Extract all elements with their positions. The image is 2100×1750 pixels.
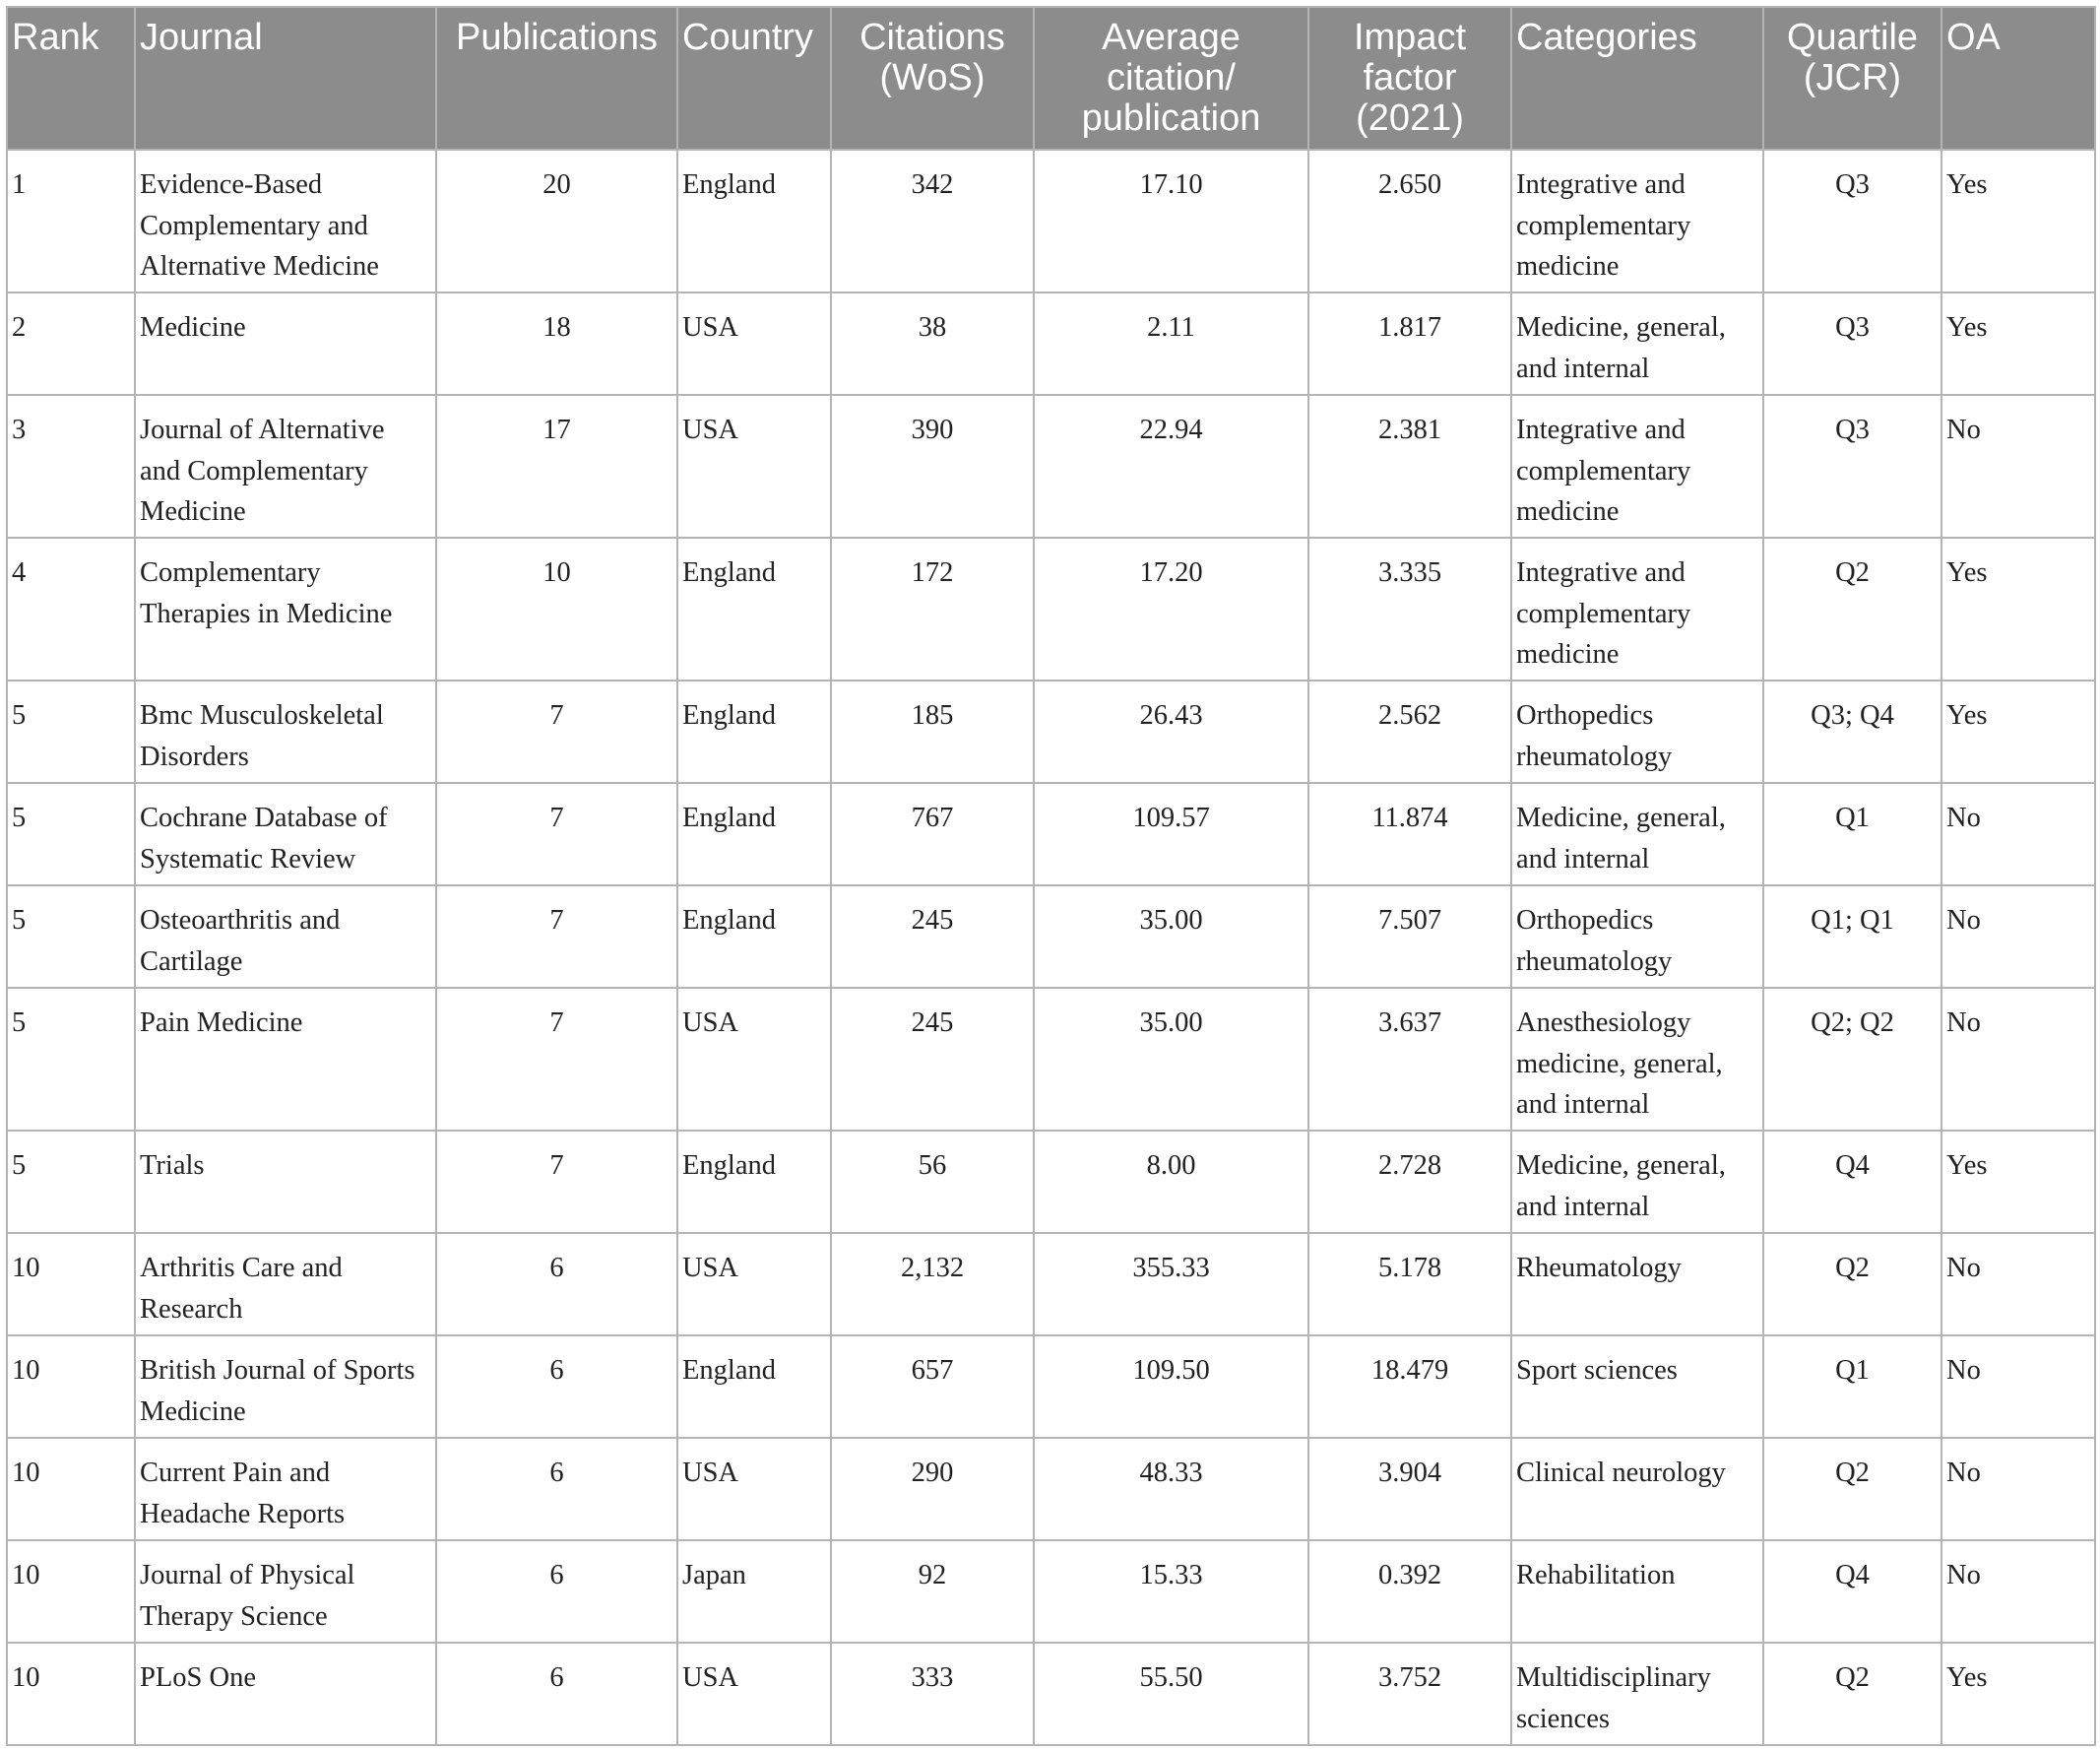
cell-citations: 172 bbox=[831, 538, 1034, 681]
header-average-citation: Average citation/ publication bbox=[1034, 7, 1308, 150]
cell-average-citation: 35.00 bbox=[1034, 988, 1308, 1131]
cell-rank: 10 bbox=[7, 1233, 135, 1335]
cell-quartile: Q3; Q4 bbox=[1763, 681, 1941, 783]
cell-categories: Rheumatology bbox=[1511, 1233, 1763, 1335]
cell-impact-factor: 3.637 bbox=[1308, 988, 1511, 1131]
cell-rank: 5 bbox=[7, 988, 135, 1131]
cell-journal: Arthritis Care and Research bbox=[135, 1233, 436, 1335]
cell-country: USA bbox=[677, 395, 831, 538]
cell-oa: No bbox=[1941, 1540, 2095, 1643]
cell-publications: 7 bbox=[436, 885, 677, 988]
cell-journal: British Journal of Sports Medicine bbox=[135, 1335, 436, 1438]
cell-average-citation: 355.33 bbox=[1034, 1233, 1308, 1335]
cell-citations: 245 bbox=[831, 988, 1034, 1131]
cell-country: England bbox=[677, 538, 831, 681]
cell-oa: Yes bbox=[1941, 1643, 2095, 1745]
cell-publications: 6 bbox=[436, 1233, 677, 1335]
cell-country: Japan bbox=[677, 1540, 831, 1643]
cell-rank: 10 bbox=[7, 1643, 135, 1745]
cell-rank: 1 bbox=[7, 150, 135, 292]
cell-average-citation: 55.50 bbox=[1034, 1643, 1308, 1745]
cell-country: England bbox=[677, 885, 831, 988]
cell-impact-factor: 3.335 bbox=[1308, 538, 1511, 681]
cell-publications: 6 bbox=[436, 1438, 677, 1540]
cell-publications: 6 bbox=[436, 1540, 677, 1643]
cell-categories: Sport sciences bbox=[1511, 1335, 1763, 1438]
cell-publications: 7 bbox=[436, 681, 677, 783]
cell-publications: 7 bbox=[436, 1131, 677, 1233]
header-publications: Publications bbox=[436, 7, 677, 150]
cell-categories: Medicine, general, and internal bbox=[1511, 1131, 1763, 1233]
cell-categories: Medicine, general, and internal bbox=[1511, 783, 1763, 885]
header-rank: Rank bbox=[7, 7, 135, 150]
cell-country: USA bbox=[677, 1438, 831, 1540]
cell-quartile: Q3 bbox=[1763, 395, 1941, 538]
cell-impact-factor: 2.562 bbox=[1308, 681, 1511, 783]
cell-quartile: Q2 bbox=[1763, 1643, 1941, 1745]
cell-oa: Yes bbox=[1941, 292, 2095, 395]
cell-oa: No bbox=[1941, 885, 2095, 988]
cell-publications: 18 bbox=[436, 292, 677, 395]
cell-citations: 767 bbox=[831, 783, 1034, 885]
cell-publications: 20 bbox=[436, 150, 677, 292]
cell-rank: 3 bbox=[7, 395, 135, 538]
cell-journal: Journal of Physical Therapy Science bbox=[135, 1540, 436, 1643]
cell-oa: No bbox=[1941, 1233, 2095, 1335]
header-journal: Journal bbox=[135, 7, 436, 150]
cell-impact-factor: 2.381 bbox=[1308, 395, 1511, 538]
header-country: Country bbox=[677, 7, 831, 150]
cell-average-citation: 109.57 bbox=[1034, 783, 1308, 885]
table-row bbox=[7, 988, 2095, 1131]
table-row bbox=[7, 1335, 2095, 1438]
header-categories: Categories bbox=[1511, 7, 1763, 150]
cell-impact-factor: 2.728 bbox=[1308, 1131, 1511, 1233]
cell-rank: 5 bbox=[7, 681, 135, 783]
cell-country: England bbox=[677, 681, 831, 783]
cell-journal: PLoS One bbox=[135, 1643, 436, 1745]
cell-average-citation: 26.43 bbox=[1034, 681, 1308, 783]
header-oa: OA bbox=[1941, 7, 2095, 150]
cell-rank: 5 bbox=[7, 783, 135, 885]
cell-quartile: Q4 bbox=[1763, 1131, 1941, 1233]
cell-journal: Complementary Therapies in Medicine bbox=[135, 538, 436, 681]
cell-oa: No bbox=[1941, 988, 2095, 1131]
header-row bbox=[7, 7, 2095, 150]
cell-quartile: Q1 bbox=[1763, 783, 1941, 885]
table-row bbox=[7, 1131, 2095, 1233]
cell-oa: Yes bbox=[1941, 681, 2095, 783]
table-row bbox=[7, 395, 2095, 538]
cell-publications: 17 bbox=[436, 395, 677, 538]
cell-journal: Current Pain and Headache Reports bbox=[135, 1438, 436, 1540]
cell-rank: 2 bbox=[7, 292, 135, 395]
cell-impact-factor: 2.650 bbox=[1308, 150, 1511, 292]
cell-publications: 6 bbox=[436, 1643, 677, 1745]
table-row bbox=[7, 538, 2095, 681]
cell-citations: 390 bbox=[831, 395, 1034, 538]
cell-impact-factor: 7.507 bbox=[1308, 885, 1511, 988]
cell-quartile: Q1 bbox=[1763, 1335, 1941, 1438]
cell-country: England bbox=[677, 1131, 831, 1233]
cell-publications: 7 bbox=[436, 783, 677, 885]
cell-average-citation: 17.20 bbox=[1034, 538, 1308, 681]
cell-journal: Cochrane Database of Systematic Review bbox=[135, 783, 436, 885]
cell-citations: 56 bbox=[831, 1131, 1034, 1233]
cell-citations: 2,132 bbox=[831, 1233, 1034, 1335]
cell-categories: Integrative and complementary medicine bbox=[1511, 150, 1763, 292]
table-row bbox=[7, 885, 2095, 988]
cell-quartile: Q2 bbox=[1763, 1233, 1941, 1335]
cell-country: USA bbox=[677, 1233, 831, 1335]
cell-categories: Medicine, general, and internal bbox=[1511, 292, 1763, 395]
cell-rank: 10 bbox=[7, 1540, 135, 1643]
cell-impact-factor: 3.752 bbox=[1308, 1643, 1511, 1745]
cell-citations: 245 bbox=[831, 885, 1034, 988]
table-row bbox=[7, 150, 2095, 292]
cell-citations: 342 bbox=[831, 150, 1034, 292]
table-row bbox=[7, 1540, 2095, 1643]
cell-average-citation: 22.94 bbox=[1034, 395, 1308, 538]
cell-categories: Orthopedics rheumatology bbox=[1511, 885, 1763, 988]
cell-oa: No bbox=[1941, 783, 2095, 885]
cell-oa: No bbox=[1941, 1438, 2095, 1540]
cell-country: USA bbox=[677, 292, 831, 395]
cell-impact-factor: 0.392 bbox=[1308, 1540, 1511, 1643]
table-row bbox=[7, 1233, 2095, 1335]
cell-average-citation: 17.10 bbox=[1034, 150, 1308, 292]
table-row bbox=[7, 1438, 2095, 1540]
cell-impact-factor: 11.874 bbox=[1308, 783, 1511, 885]
journals-table bbox=[6, 6, 2096, 1746]
cell-country: England bbox=[677, 1335, 831, 1438]
cell-average-citation: 109.50 bbox=[1034, 1335, 1308, 1438]
cell-journal: Osteoarthritis and Cartilage bbox=[135, 885, 436, 988]
cell-rank: 5 bbox=[7, 1131, 135, 1233]
cell-citations: 657 bbox=[831, 1335, 1034, 1438]
cell-categories: Rehabilitation bbox=[1511, 1540, 1763, 1643]
cell-country: England bbox=[677, 783, 831, 885]
cell-quartile: Q2 bbox=[1763, 1438, 1941, 1540]
cell-oa: No bbox=[1941, 1335, 2095, 1438]
cell-citations: 333 bbox=[831, 1643, 1034, 1745]
cell-average-citation: 35.00 bbox=[1034, 885, 1308, 988]
cell-publications: 6 bbox=[436, 1335, 677, 1438]
cell-average-citation: 2.11 bbox=[1034, 292, 1308, 395]
cell-quartile: Q2 bbox=[1763, 538, 1941, 681]
cell-impact-factor: 3.904 bbox=[1308, 1438, 1511, 1540]
header-citations: Citations (WoS) bbox=[831, 7, 1034, 150]
cell-journal: Bmc Musculoskeletal Disorders bbox=[135, 681, 436, 783]
cell-oa: Yes bbox=[1941, 1131, 2095, 1233]
cell-categories: Anesthesiology medicine, general, and internal bbox=[1511, 988, 1763, 1131]
cell-impact-factor: 1.817 bbox=[1308, 292, 1511, 395]
cell-oa: Yes bbox=[1941, 150, 2095, 292]
cell-average-citation: 15.33 bbox=[1034, 1540, 1308, 1643]
cell-categories: Orthopedics rheumatology bbox=[1511, 681, 1763, 783]
table-row bbox=[7, 783, 2095, 885]
cell-categories: Multidisciplinary sciences bbox=[1511, 1643, 1763, 1745]
cell-oa: No bbox=[1941, 395, 2095, 538]
cell-citations: 185 bbox=[831, 681, 1034, 783]
cell-impact-factor: 18.479 bbox=[1308, 1335, 1511, 1438]
header-quartile: Quartile (JCR) bbox=[1763, 7, 1941, 150]
cell-rank: 4 bbox=[7, 538, 135, 681]
cell-journal: Pain Medicine bbox=[135, 988, 436, 1131]
cell-average-citation: 8.00 bbox=[1034, 1131, 1308, 1233]
cell-rank: 10 bbox=[7, 1335, 135, 1438]
cell-citations: 38 bbox=[831, 292, 1034, 395]
cell-quartile: Q2; Q2 bbox=[1763, 988, 1941, 1131]
cell-quartile: Q4 bbox=[1763, 1540, 1941, 1643]
cell-oa: Yes bbox=[1941, 538, 2095, 681]
cell-journal: Medicine bbox=[135, 292, 436, 395]
cell-rank: 5 bbox=[7, 885, 135, 988]
cell-citations: 290 bbox=[831, 1438, 1034, 1540]
header-impact-factor: Impact factor (2021) bbox=[1308, 7, 1511, 150]
table-row bbox=[7, 292, 2095, 395]
cell-categories: Integrative and complementary medicine bbox=[1511, 395, 1763, 538]
cell-categories: Clinical neurology bbox=[1511, 1438, 1763, 1540]
cell-publications: 10 bbox=[436, 538, 677, 681]
cell-quartile: Q3 bbox=[1763, 292, 1941, 395]
cell-quartile: Q3 bbox=[1763, 150, 1941, 292]
cell-impact-factor: 5.178 bbox=[1308, 1233, 1511, 1335]
cell-quartile: Q1; Q1 bbox=[1763, 885, 1941, 988]
cell-country: USA bbox=[677, 1643, 831, 1745]
cell-categories: Integrative and complementary medicine bbox=[1511, 538, 1763, 681]
cell-journal: Evidence-Based Complementary and Alternative Medicine bbox=[135, 150, 436, 292]
table-row bbox=[7, 681, 2095, 783]
cell-country: England bbox=[677, 150, 831, 292]
cell-journal: Journal of Alternative and Complementary Medicine bbox=[135, 395, 436, 538]
cell-average-citation: 48.33 bbox=[1034, 1438, 1308, 1540]
cell-rank: 10 bbox=[7, 1438, 135, 1540]
cell-publications: 7 bbox=[436, 988, 677, 1131]
cell-journal: Trials bbox=[135, 1131, 436, 1233]
cell-citations: 92 bbox=[831, 1540, 1034, 1643]
table-row bbox=[7, 1643, 2095, 1745]
cell-country: USA bbox=[677, 988, 831, 1131]
